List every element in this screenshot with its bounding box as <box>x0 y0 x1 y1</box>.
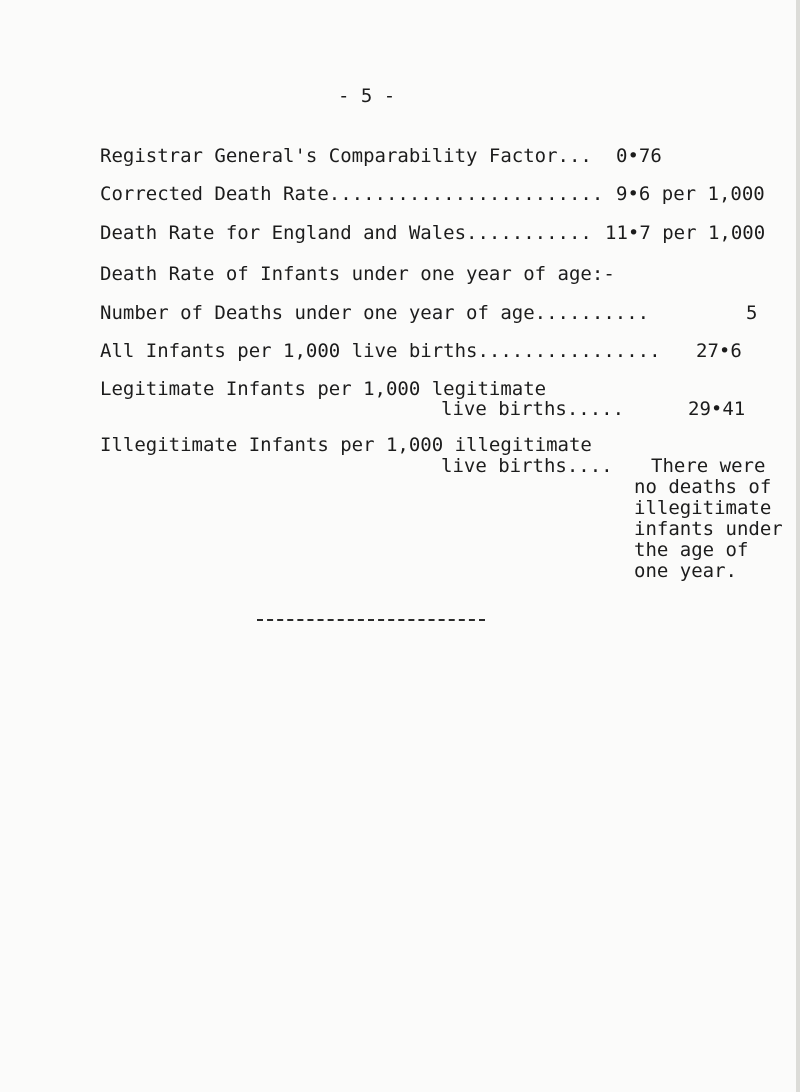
legitimate-infants-label-line1: Legitimate Infants per 1,000 legitimate <box>100 378 547 400</box>
infant-deaths-value: 5 <box>746 302 758 324</box>
illegitimate-infants-label-line2: live births.... <box>441 455 613 477</box>
infant-deaths-label: Number of Deaths under one year of age.......... <box>100 302 650 324</box>
comparability-factor-label: Registrar General's Comparability Factor... <box>100 145 592 167</box>
england-wales-death-rate-value: 11•7 per 1,000 <box>605 222 766 244</box>
illegitimate-note-line1: There were <box>651 455 766 477</box>
all-infants-value: 27•6 <box>696 340 742 362</box>
illegitimate-note-line6: one year. <box>634 560 737 582</box>
illegitimate-note-line3: illegitimate <box>634 497 772 519</box>
illegitimate-note-line4: infants under <box>634 518 783 540</box>
page-number: - 5 - <box>338 85 396 107</box>
legitimate-infants-label-line2: live births..... <box>441 398 625 420</box>
page-edge-shadow <box>796 0 800 1092</box>
corrected-death-rate-label: Corrected Death Rate........................ <box>100 183 604 205</box>
comparability-factor-value: 0•76 <box>616 145 662 167</box>
legitimate-infants-value: 29•41 <box>688 398 746 420</box>
all-infants-label: All Infants per 1,000 live births................ <box>100 340 661 362</box>
illegitimate-note-line5: the age of <box>634 539 749 561</box>
illegitimate-note-line2: no deaths of <box>634 476 772 498</box>
england-wales-death-rate-label: Death Rate for England and Wales........... <box>100 222 592 244</box>
section-divider-rule <box>257 619 485 621</box>
corrected-death-rate-value: 9•6 per 1,000 <box>616 183 765 205</box>
illegitimate-infants-label-line1: Illegitimate Infants per 1,000 illegitimate <box>100 434 592 456</box>
infant-death-rate-heading: Death Rate of Infants under one year of age:- <box>100 263 615 285</box>
